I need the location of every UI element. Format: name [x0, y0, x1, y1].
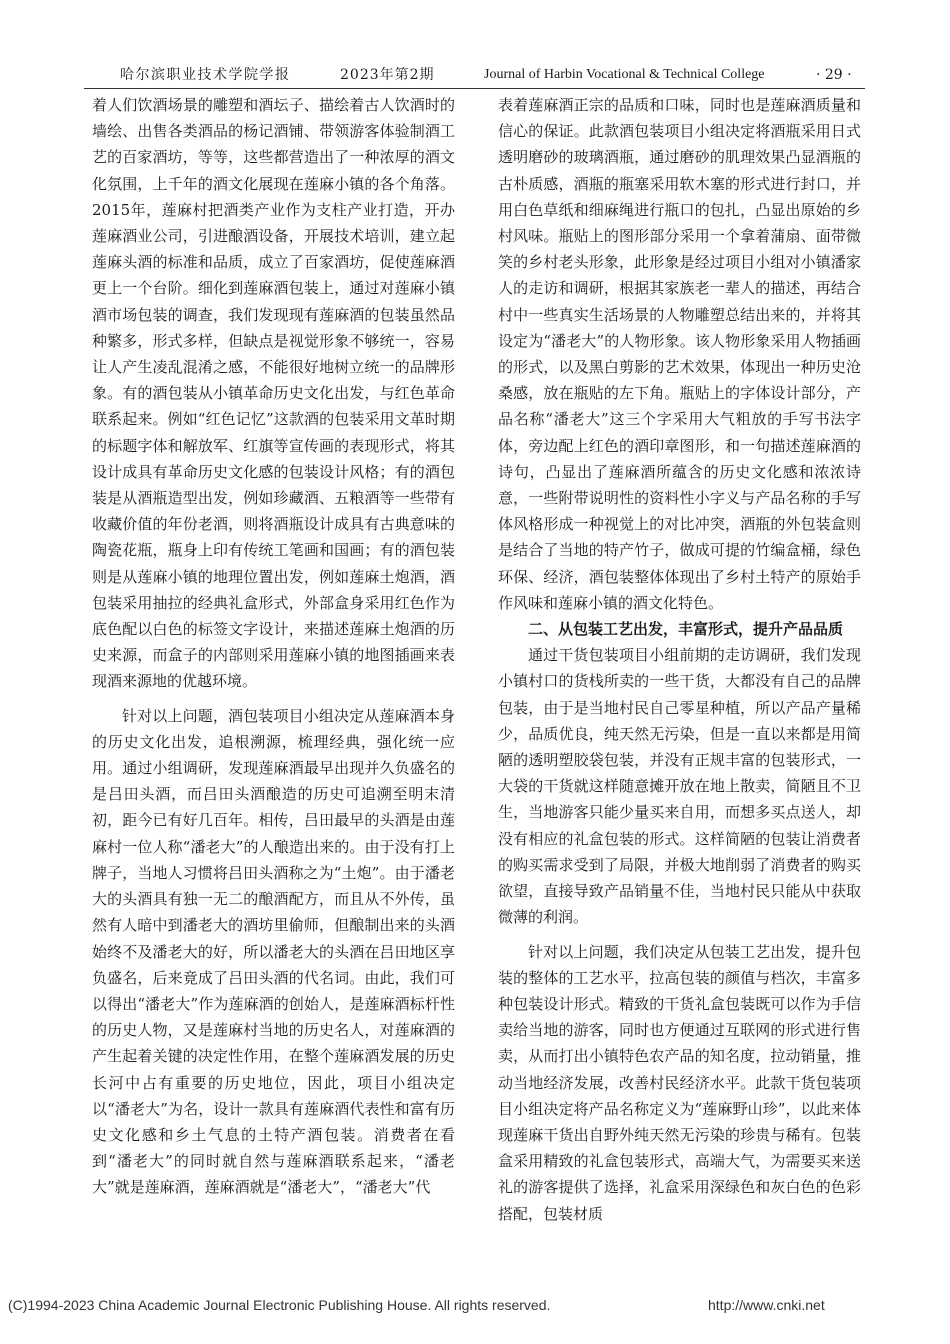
left-column — [92, 92, 455, 1201]
journal-title: 哈尔滨职业技术学院学报 — [120, 67, 291, 83]
paragraph: 针对以上问题，我们决定从包装工艺出发，提升包装的整体的工艺水平，拉高包装的颜值与档次，丰富多种包装设计形式。精致的干货礼盒包装既可以作为手信卖给当地的游客，同时也方便通过互联网的形式进行售卖，从而打出小镇特色农产品的知名度，拉动销量，推动当地经济发展，改善村民经济水平。此款干货包装项目小组决定将产品名称定义为“莲麻野山珍”，以此来体现莲麻干货出自野外纯天然无污染的珍贵与稀有。包装盒采用精致的礼盒包装形式，高端大气，为需要买来送礼的游客提供了选择，礼盒采用深绿色和灰白色的色彩搭配，包装材质 — [498, 942, 861, 1223]
journal-title-english: Journal of Harbin Vocational & Technical College — [484, 67, 765, 82]
paragraph: 通过干货包装项目小组前期的走访调研，我们发现小镇村口的货栈所卖的一些干货，大都没有自己的品牌包装，由于是当地村民自己零星种植，所以产品产量稀少，品质优良，纯天然无污染，但是一直以来都是用简陋的透明塑胶袋包装，并没有正规丰富的包装形式，一大袋的干货就这样随意摊开放在地上散卖，简陋且不卫生，当地游客只能少量买来自用，而想多买点送人，却没有相应的礼盒包装的形式。这样简陋的包装让消费者的购买需求受到了局限，并极大地削弱了消费者的购买欲望，直接导致产品销量不佳，当地村民只能从中获取微薄的利润。 — [498, 646, 861, 927]
paragraph-continued: 表着莲麻酒正宗的品质和口味，同时也是莲麻酒质量和信心的保证。此款酒包装项目小组决定将酒瓶采用日式透明磨砂的玻璃酒瓶，通过磨砂的肌理效果凸显酒瓶的古朴质感，酒瓶的瓶塞采用软木塞的形式进行封口，并用白色草纸和细麻绳进行瓶口的包扎，凸显出原始的乡村风味。瓶贴上的图形部分采用一个拿着蒲扇、面带微笑的乡村老头形象，此形象是经过项目小组对小镇潘家人的走访和调研，根据其家族老一辈人的描述，再结合村中一些真实生活场景的人物雕塑总结出来的，并将其设定为“潘老大”的人物形象。该人物形象采用人物插画的形式，以及黑白剪影的艺术效果，体现出一种历史沧桑感，放在瓶贴的左下角。瓶贴上的字体设计部分，产品名称“潘老大”这三个字采用大气粗放的手写书法字体，旁边配上红色的酒印章图形，和一句描述莲麻酒的诗句，凸显出了莲麻酒所蕴含的历史文化感和浓浓诗意，一些附带说明性的资料性小字义与产品名称的手写体风格形成一种视觉上的对比冲突，酒瓶的外包装盒则是结合了当地的特产竹子，做成可提的竹编盒桶，绿色环保、经济，酒包装整体体现出了乡村土特产的原始手作风味和莲麻小镇的酒文化特色。 — [498, 96, 861, 612]
page-number: · 29 · — [816, 67, 852, 83]
header-rule — [84, 88, 865, 89]
paragraph-continued: 着人们饮酒场景的雕塑和酒坛子、描绘着古人饮酒时的墙绘、出售各类酒品的杨记酒铺、带领游客体验制酒工艺的百家酒坊，等等，这些都营造出了一种浓厚的酒文化氛围，上千年的酒文化展现在莲麻小镇的各个角落。2015年，莲麻村把酒类产业作为支柱产业打造，开办莲麻酒业公司，引进酿酒设备，开展技术培训，建立起莲麻头酒的标准和品质，成立了百家酒坊，促使莲麻酒更上一个台阶。细化到莲麻酒包装上，通过对莲麻小镇酒市场包装的调查，我们发现现有莲麻酒的包装虽然品种繁多，形式多样，但缺点是视觉形象不够统一，容易让人产生凌乱混淆之感，不能很好地树立统一的品牌形象。有的酒包装从小镇革命历史文化出发，与红色革命联系起来。例如“红色记忆”这款酒的包装采用文革时期的标题字体和解放军、红旗等宣传画的表现形式，将其设计成具有革命历史文化感的包装设计风格；有的酒包装是从酒瓶造型出发，例如珍藏酒、五粮酒等一些带有收藏价值的年份老酒，则将酒瓶设计成具有古典意味的陶瓷花瓶，瓶身上印有传统工笔画和国画；有的酒包装则是从莲麻小镇的地理位置出发，例如莲麻土炮酒，酒包装采用抽拉的经典礼盒形式，外部盒身采用红色作为底色配以白色的标签文字设计，来描述莲麻土炮酒的历史来源，而盒子的内部则采用莲麻小镇的地图插画来表现酒来源地的优越环境。 — [92, 96, 455, 691]
section-heading: 二、从包装工艺出发，丰富形式，提升产品品质 — [528, 620, 844, 639]
running-header — [84, 66, 864, 84]
issue-number: 2023年第2期 — [340, 67, 435, 83]
right-column — [498, 92, 861, 1227]
paragraph: 针对以上问题，酒包装项目小组决定从莲麻酒本身的历史文化出发，追根溯源，梳理经典，强化统一应用。通过小组调研，发现莲麻酒最早出现并久负盛名的是吕田头酒，而吕田头酒酿造的历史可追溯至明末清初，距今已有好几百年。相传，吕田最早的头酒是由莲麻村一位人称“潘老大”的人酿造出来的。由于没有打上牌子，当地人习惯将吕田头酒称之为“土炮”。由于潘老大的头酒具有独一无二的酿酒配方，而且从不外传，虽然有人暗中到潘老大的酒坊里偷师，但酿制出来的头酒始终不及潘老大的好，所以潘老大的头酒在吕田地区享负盛名，后来竟成了吕田头酒的代名词。由此，我们可以得出“潘老大”作为莲麻酒的创始人，是莲麻酒标杆性的历史人物，又是莲麻村当地的历史名人，对莲麻酒的产生起着关键的决定性作用，在整个莲麻酒发展的历史长河中占有重要的历史地位，因此，项目小组决定以“潘老大”为名，设计一款具有莲麻酒代表性和富有历史文化感和乡土气息的土特产酒包装。消费者在看到“潘老大”的同时就自然与莲麻酒联系起来，“潘老大”就是莲麻酒，莲麻酒就是“潘老大”，“潘老大”代 — [92, 706, 455, 1197]
footer-url: http://www.cnki.net — [708, 1297, 825, 1313]
copyright-notice: (C)1994-2023 China Academic Journal Electronic Publishing House. All rights reserved. — [8, 1297, 551, 1313]
